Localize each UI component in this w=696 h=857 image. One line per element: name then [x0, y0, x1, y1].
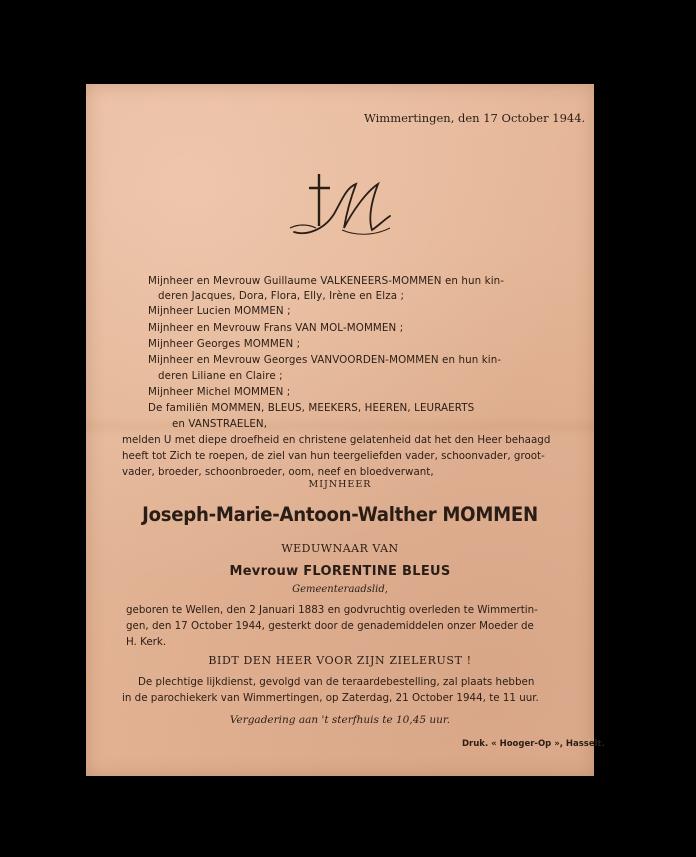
birth-death-line: gen, den 17 October 1944, gesterkt door de genademiddelen onzer Moeder de: [126, 620, 534, 632]
announcement-line: vader, broeder, schoonbroeder, oom, neef en bloedverwant,: [122, 466, 434, 478]
family-line: Mijnheer en Mevrouw Guillaume VALKENEERS-MOMMEN en hun kin-: [148, 275, 505, 287]
svg-text:M: M: [286, 170, 288, 171]
widower-of: WEDUWNAAR VAN: [281, 542, 399, 555]
birth-death-line: H. Kerk.: [126, 636, 167, 648]
spouse-name: Mevrouw FLORENTINE BLEUS: [229, 564, 451, 579]
prayer-request: BIDT DEN HEER VOOR ZIJN ZIELERUST !: [208, 654, 472, 667]
family-line: Mijnheer en Mevrouw Georges VANVOORDEN-MOMMEN en hun kin-: [148, 354, 502, 366]
cross-monogram-icon: [286, 170, 396, 240]
deceased-title: MIJNHEER: [308, 479, 372, 490]
family-line: deren Jacques, Dora, Flora, Elly, Irène en Elza ;: [158, 290, 405, 302]
family-line: deren Liliane en Claire ;: [158, 370, 283, 382]
announcement-line: heeft tot Zich te roepen, de ziel van hun teergeliefden vader, schoonvader, groot-: [122, 450, 545, 462]
mourning-card: [86, 84, 605, 776]
service-line: in de parochiekerk van Wimmertingen, op Zaterdag, 21 October 1944, te 11 uur.: [122, 692, 539, 704]
gathering-info: Vergadering aan 't sterfhuis te 10,45 uur.: [229, 714, 451, 726]
birth-death-line: geboren te Wellen, den 2 Januari 1883 en godvruchtig overleden te Wimmertin-: [126, 604, 538, 616]
deceased-role: Gemeenteraadslid,: [292, 584, 388, 595]
deceased-name: Joseph-Marie-Antoon-Walther MOMMEN: [142, 503, 538, 526]
service-line: De plechtige lijkdienst, gevolgd van de teraardebestelling, zal plaats hebben: [138, 676, 535, 688]
place-date: Wimmertingen, den 17 October 1944.: [364, 111, 586, 125]
family-line: De familiën MOMMEN, BLEUS, MEEKERS, HEEREN, LEURAERTS: [148, 402, 475, 414]
family-line: Mijnheer en Mevrouw Frans VAN MOL-MOMMEN ;: [148, 322, 404, 334]
family-line: Mijnheer Georges MOMMEN ;: [148, 338, 301, 350]
family-line: en VANSTRAELEN,: [172, 418, 268, 430]
family-line: Mijnheer Lucien MOMMEN ;: [148, 305, 291, 317]
announcement-line: melden U met diepe droefheid en christene gelatenheid dat het den Heer behaagd: [122, 434, 551, 446]
family-line: Mijnheer Michel MOMMEN ;: [148, 386, 291, 398]
printer-credit: Druk. « Hooger-Op », Hasselt.: [462, 739, 605, 749]
